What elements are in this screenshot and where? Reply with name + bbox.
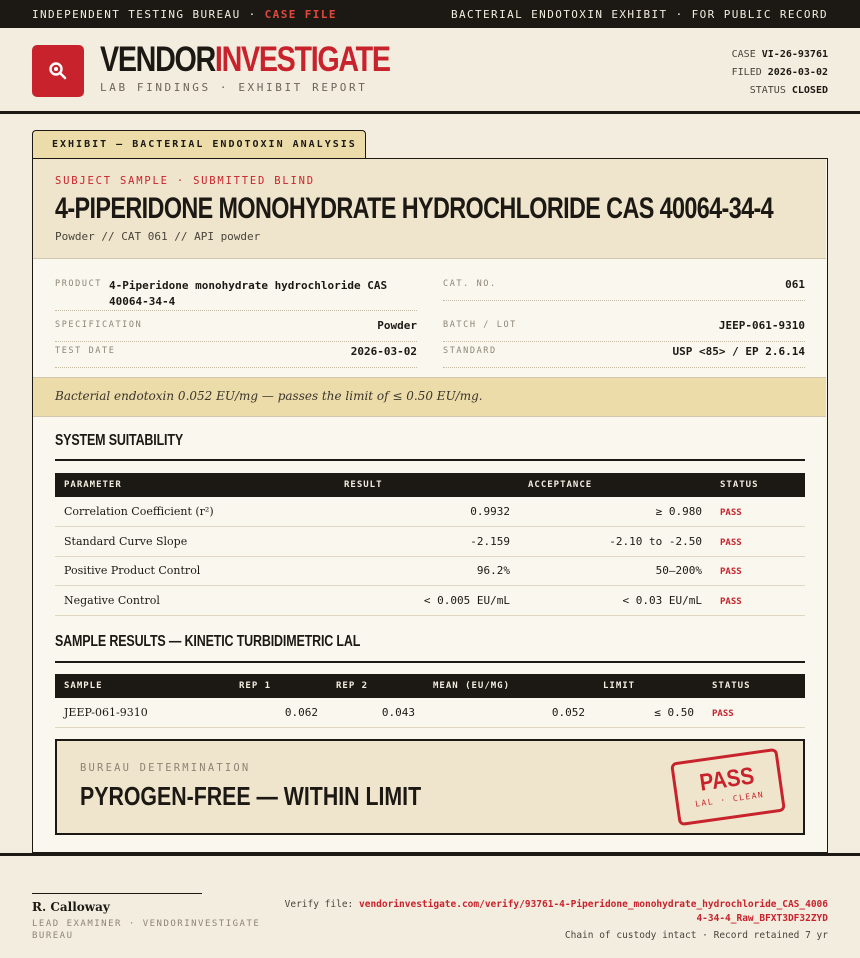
status-badge: PASS (720, 508, 742, 518)
brand-wordmark[interactable]: VENDORINVESTIGATE (100, 40, 390, 79)
col-parameter: PARAMETER (64, 480, 122, 490)
signature-line (32, 893, 202, 894)
verify-link[interactable]: vendorinvestigate.com/verify/93761-4-Piperidone_monohydrate_hydrochloride_CAS_40064-34-4_Raw_BFXT3DF32ZYD (359, 899, 828, 924)
examiner-name: R. Calloway (32, 900, 110, 914)
top-strip-left: INDEPENDENT TESTING BUREAU · CASE FILE (32, 7, 337, 21)
col-result: RESULT (344, 480, 383, 490)
batch-lot-value: JEEP-061-9310 (718, 319, 805, 332)
subject-kicker: SUBJECT SAMPLE · SUBMITTED BLIND (55, 175, 315, 187)
results-rule (55, 661, 805, 663)
site-header (0, 28, 860, 114)
determination-label: BUREAU DETERMINATION (80, 762, 251, 774)
custody-note: Chain of custody intact · Record retained 7 yr (564, 930, 828, 941)
case-status: STATUS CLOSED (749, 85, 828, 96)
status-badge: PASS (720, 567, 742, 578)
subject-header (33, 159, 826, 259)
magnifier-icon (47, 60, 69, 82)
field-batch-lot: BATCH / LOT JEEP-061-9310 (443, 316, 805, 342)
pass-stamp: PASS LAL · CLEAN (670, 748, 786, 826)
table-row: JEEP-061-9310 0.062 0.043 0.052 ≤ 0.50 PASS (55, 698, 805, 728)
status-badge: PASS (720, 596, 742, 607)
col-limit: LIMIT (603, 681, 636, 691)
determination-text: PYROGEN-FREE — WITHIN LIMIT (80, 781, 422, 811)
status-badge: PASS (712, 709, 734, 719)
top-strip-right: BACTERIAL ENDOTOXIN EXHIBIT · FOR PUBLIC RECORD (450, 7, 828, 21)
field-product: PRODUCT 4-Piperidone monohydrate hydrochloride CAS 40064-34-4 (55, 275, 417, 311)
col-rep2: REP 2 (336, 681, 369, 691)
determination-panel (55, 739, 805, 835)
standard-value: USP <85> / EP 2.6.14 (672, 345, 805, 358)
col-sample: SAMPLE (64, 681, 103, 691)
logo-badge[interactable] (32, 45, 84, 97)
col-status: STATUS (720, 480, 759, 490)
result-summary: Bacterial endotoxin 0.052 EU/mg — passes the limit of ≤ 0.50 EU/mg. (33, 377, 826, 417)
subject-title: 4-PIPERIDONE MONOHYDRATE HYDROCHLORIDE CAS 40064-34-4 (55, 192, 774, 225)
test-date-value: 2026-03-02 (350, 345, 417, 358)
product-value: 4-Piperidone monohydrate hydrochloride CAS 40064-34-4 (109, 279, 388, 308)
case-number: CASE VI-26-93761 (731, 49, 828, 60)
footer-rule (0, 853, 860, 856)
suitability-header-row (55, 473, 805, 497)
col-mean: MEAN (EU/MG) (433, 681, 511, 691)
results-heading: SAMPLE RESULTS — KINETIC TURBIDIMETRIC LAL (55, 633, 361, 650)
table-row: Negative Control < 0.005 EU/mL < 0.03 EU/mL PASS (55, 586, 805, 616)
table-row: Correlation Coefficient (r²) 0.9932 ≥ 0.980 PASS (55, 497, 805, 527)
status-badge: PASS (720, 537, 742, 548)
filed-date: FILED 2026-03-02 (731, 67, 828, 78)
field-standard: STANDARD USP <85> / EP 2.6.14 (443, 342, 805, 368)
field-test-date: TEST DATE 2026-03-02 (55, 342, 417, 368)
cat-no-value: 061 (785, 278, 805, 291)
case-meta (732, 46, 828, 100)
case-file-tag: CASE FILE (264, 7, 337, 21)
results-table (55, 674, 805, 728)
examiner-role: LEAD EXAMINER · VENDORINVESTIGATE BUREAU (32, 919, 261, 941)
verify-block: Verify file: vendorinvestigate.com/verify/93761-4-Piperidone_monohydrate_hydrochloride_CAS_40064-34-4_Raw_BFXT3DF32ZYD (284, 899, 828, 924)
top-strip (0, 0, 860, 28)
subject-subtitle: Powder // CAT 061 // API powder (55, 230, 261, 243)
exhibit-card (32, 158, 828, 853)
col-rep1: REP 1 (239, 681, 272, 691)
field-cat-no: CAT. NO. 061 (443, 275, 805, 301)
results-header-row (55, 674, 805, 698)
specification-value: Powder (377, 319, 417, 332)
exhibit-tab[interactable]: EXHIBIT — BACTERIAL ENDOTOXIN ANALYSIS (32, 130, 366, 160)
suitability-rule (55, 459, 805, 461)
table-row: Standard Curve Slope -2.159 -2.10 to -2.50 PASS (55, 527, 805, 557)
field-specification: SPECIFICATION Powder (55, 316, 417, 342)
suitability-table (55, 473, 805, 616)
brand-tagline: LAB FINDINGS · EXHIBIT REPORT (100, 81, 368, 94)
table-row: Positive Product Control 96.2% 50–200% PASS (55, 556, 805, 586)
suitability-heading: SYSTEM SUITABILITY (55, 432, 184, 449)
col-status: STATUS (712, 681, 751, 691)
col-acceptance: ACCEPTANCE (528, 480, 593, 490)
